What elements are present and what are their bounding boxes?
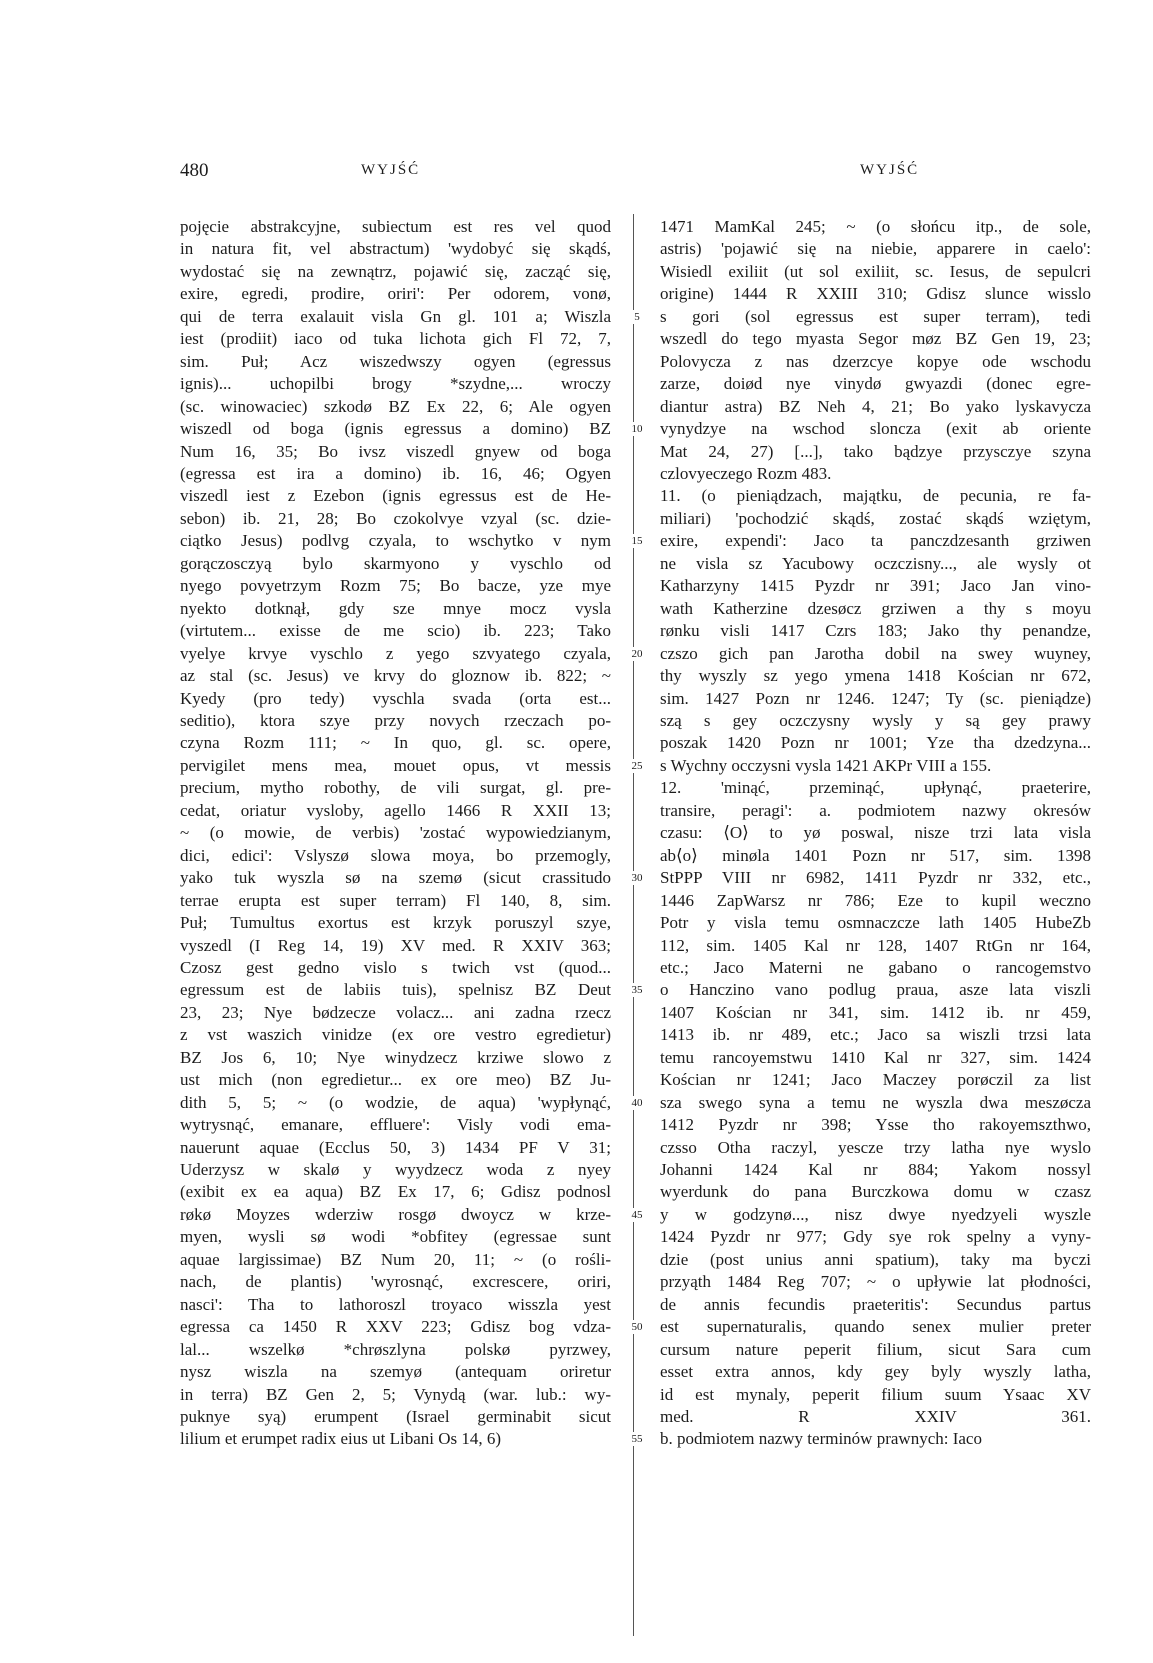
- text-line: terrae erupta est super terram) Fl 140, 8, sim.: [180, 890, 611, 910]
- line-number: 55: [625, 1432, 649, 1446]
- text-line: Czosz gest gedno vislo s twich vst (quod...: [180, 957, 611, 977]
- text-line: sim. Puł; Acz wiszedwszy ogyen (egressus: [180, 351, 611, 371]
- text-line: 112, sim. 1405 Kal nr 128, 1407 RtGn nr 164,: [660, 935, 1091, 955]
- text-line: rønku visli 1417 Czrs 183; Jako thy penandze,: [660, 621, 1091, 641]
- text-line: qui de terra exalauit visla Gn gl. 101 a; Wiszla: [180, 306, 611, 326]
- text-line: Kyedy (pro tedy) vyschla svada (orta est...: [180, 688, 611, 708]
- text-line: 1446 ZapWarsz nr 786; Eze to kupil weczno: [660, 890, 1091, 910]
- text-line: lilium et erumpet radix eius ut Libani Os 14, 6): [180, 1429, 502, 1449]
- text-line: o Hanczino vano podlug praua, asze lata viszli: [660, 980, 1091, 1000]
- text-line: wyerdunk do pana Burczkowa domu w czasz: [660, 1182, 1091, 1202]
- text-line: iest (prodiit) iaco od tuka lichota gich Fl 72, 7,: [180, 329, 611, 349]
- line-number: 20: [625, 647, 649, 661]
- text-line: poszak 1420 Pozn nr 1001; Yze tha dzedzyna...: [660, 733, 1091, 753]
- text-line: dici, edici': Vslyszø slowa moya, bo przemogly,: [180, 845, 611, 865]
- text-line: exire, expendi': Jaco ta panczdzesanth grziwen: [660, 531, 1091, 551]
- text-line: ne visla sz Yacubowy oczczisny..., ale wysly ot: [660, 553, 1091, 573]
- text-line: 1424 Pyzdr nr 977; Gdy sye rok spelny a vyny-: [660, 1227, 1091, 1247]
- text-line: nyekto dotknął, gdy sze mnye mocz vysla: [180, 598, 611, 618]
- text-line: origine) 1444 R XXIII 310; Gdisz slunce wisslo: [660, 284, 1091, 304]
- text-line: esset extra annos, kdy gey byly wyszly latha,: [660, 1362, 1091, 1382]
- text-line: etc.; Jaco Materni ne gabano o rancogemstvo: [660, 957, 1091, 977]
- text-line: egressa ca 1450 R XXV 223; Gdisz bog vdza-: [180, 1317, 611, 1337]
- text-line: Wisiedl exiliit (ut sol exiliit, sc. Iesus, de sepulcri: [660, 261, 1091, 281]
- line-number: 25: [625, 759, 649, 773]
- text-line: czlovyeczego Rozm 483.: [660, 463, 832, 483]
- text-line: Num 16, 35; Bo ivsz viszedl gnyew od boga: [180, 441, 611, 461]
- text-line: nyego povyetrzym Rozm 75; Bo bacze, yze mye: [180, 576, 611, 596]
- text-line: lal... wszelkø *chrøszlyna polskø pyrzwey,: [180, 1339, 611, 1359]
- text-line: vyszedl (I Reg 14, 19) XV med. R XXIV 363;: [180, 935, 611, 955]
- text-line: sim. 1427 Pozn nr 1246. 1247; Ty (sc. pieniądze): [660, 688, 1091, 708]
- text-line: sebon) ib. 21, 28; Bo czokolvye vzyal (sc. dzie-: [180, 508, 611, 528]
- running-head-left: WYJŚĆ: [361, 162, 421, 178]
- text-line: z vst waszich vinidze (ex ore vestro egredietur): [180, 1025, 611, 1045]
- text-line: s Wychny occzysni vysla 1421 AKPr VIII a 155.: [660, 755, 992, 775]
- text-line: czyna Rozm 111; ~ In quo, gl. sc. opere,: [180, 733, 611, 753]
- text-line: egressum est de labiis tuis), spelnisz BZ Deut: [180, 980, 611, 1000]
- text-line: nauerunt aquae (Ecclus 50, 3) 1434 PF V 31;: [180, 1137, 611, 1157]
- text-line: thy wyszly sz yego ymena 1418 Kościan nr 672,: [660, 666, 1091, 686]
- text-line: puknye syą) erumpent (Israel germinabit sicut: [180, 1407, 611, 1427]
- text-line: ab⟨o⟩ minøla 1401 Pozn nr 517, sim. 1398: [660, 845, 1091, 865]
- text-line: przyąth 1484 Reg 707; ~ o upływie lat płodności,: [660, 1272, 1091, 1292]
- text-line: y w godzynø..., nisz dwye nyedzyeli wyszle: [660, 1204, 1091, 1224]
- text-line: 23, 23; Nye bødzecze volacz... ani zadna rzecz: [180, 1002, 611, 1022]
- right-column: [660, 216, 1091, 1451]
- page-number: 480: [180, 160, 209, 181]
- text-line: szą s gey oczczysny wysly y są gey prawy: [660, 710, 1091, 730]
- text-line: nasci': Tha to lathoroszl troyaco wisszla yest: [180, 1294, 611, 1314]
- text-line: dzie (post unius anni spatium), taky ma byczi: [660, 1249, 1091, 1269]
- text-line: de annis fecundis praeteritis': Secundus partus: [660, 1294, 1091, 1314]
- text-line: (exibit ex ea aqua) BZ Ex 17, 6; Gdisz podnosl: [180, 1182, 611, 1202]
- text-line: cursum nature peperit filium, sicut Sara cum: [660, 1339, 1091, 1359]
- text-line: røkø Moyzes wderziw rosgø dwoycz w krze-: [180, 1204, 611, 1224]
- text-line: 1471 MamKal 245; ~ (o słońcu itp., de sole,: [660, 217, 1091, 236]
- text-line: ignis)... uchopilbi brogy *szydne,... wroczy: [180, 374, 611, 394]
- text-line: nysz wiszla na szemyø (antequam oriretur: [180, 1362, 611, 1382]
- text-line: exire, egredi, prodire, oriri': Per odorem, vonø,: [180, 284, 611, 304]
- text-line: aquae largissimae) BZ Num 20, 11; ~ (o rośli-: [180, 1249, 611, 1269]
- text-line: diantur astra) BZ Neh 4, 21; Bo yako lyskavycza: [660, 396, 1091, 416]
- text-line: med. R XXIV 361.: [660, 1407, 1091, 1427]
- text-line: seditio), ktora szye przy novych rzeczach po-: [180, 710, 611, 730]
- text-line: viszedl iest z Ezebon (ignis egressus est de He-: [180, 486, 611, 506]
- line-number: 50: [625, 1320, 649, 1334]
- text-line: 11. (o pieniądzach, majątku, de pecunia, re fa-: [660, 486, 1091, 506]
- text-line: zarze, doiød nye vinydø gwyazdi (donec egre-: [660, 374, 1091, 394]
- text-line: transire, peragi': a. podmiotem nazwy okresów: [660, 800, 1091, 820]
- text-line: 1412 Pyzdr nr 398; Ysse tho rakoyemszthwo,: [660, 1115, 1091, 1135]
- text-line: Mat 24, 27) [...], tako bądzye przysczye szyna: [660, 441, 1091, 461]
- text-line: Puł; Tumultus exortus est krzyk poruszyl szye,: [180, 913, 611, 933]
- text-line: wytrysnąć, emanare, effluere': Visly vodi ema-: [180, 1115, 611, 1135]
- line-number: 35: [625, 983, 649, 997]
- line-number: 45: [625, 1208, 649, 1222]
- text-line: myen, wysli sø wodi *obfitey (egressae sunt: [180, 1227, 611, 1247]
- text-line: 12. 'minąć, przeminąć, upłynąć, praeterire,: [660, 778, 1091, 798]
- text-line: (egressa est ira a domino) ib. 16, 46; Ogyen: [180, 463, 611, 483]
- text-line: pojęcie abstrakcyjne, subiectum est res vel quod: [180, 217, 611, 236]
- text-line: nach, de plantis) 'wyrosnąć, excrescere, oriri,: [180, 1272, 611, 1292]
- text-line: wszedl do tego myasta Segor møz BZ Gen 19, 23;: [660, 329, 1091, 349]
- text-line: b. podmiotem nazwy terminów prawnych: Iaco: [660, 1429, 982, 1449]
- page-header: [0, 160, 1153, 190]
- text-line: wath Katherzine dzesøcz grziwen a thy s moyu: [660, 598, 1091, 618]
- text-line: czsso Otha raczyl, yescze trzy latha nye wyslo: [660, 1137, 1091, 1157]
- running-head-right: WYJŚĆ: [860, 162, 920, 178]
- text-line: BZ Jos 6, 10; Nye winydzecz krziwe slowo z: [180, 1047, 611, 1067]
- text-line: Katharzyny 1415 Pyzdr nr 391; Jaco Jan vino-: [660, 576, 1091, 596]
- text-line: Johanni 1424 Kal nr 884; Yakom nossyl: [660, 1160, 1091, 1180]
- text-line: 1407 Kościan nr 341, sim. 1412 ib. nr 459,: [660, 1002, 1091, 1022]
- text-line: wiszedl od boga (ignis egressus a domino) BZ: [180, 419, 611, 439]
- text-line: cedat, oriatur vysloby, agello 1466 R XXII 13;: [180, 800, 611, 820]
- text-line: precium, mytho robothy, de vili surgat, gl. pre-: [180, 778, 611, 798]
- text-line: Polovycza z nas dzerzcye kopye ode wschodu: [660, 351, 1091, 371]
- text-line: ust mich (non egredietur... ex ore meo) BZ Ju-: [180, 1070, 611, 1090]
- text-line: ~ (o mowie, de verbis) 'zostać wypowiedzianym,: [180, 823, 611, 843]
- text-line: Kościan nr 1241; Jaco Maczey porøczil za list: [660, 1070, 1091, 1090]
- text-line: StPPP VIII nr 6982, 1411 Pyzdr nr 332, etc.,: [660, 868, 1091, 888]
- line-number: 5: [625, 310, 649, 324]
- text-line: (virtutem... exisse de me scio) ib. 223; Tako: [180, 621, 611, 641]
- text-line: in terra) BZ Gen 2, 5; Vynydą (war. lub.: wy-: [180, 1384, 611, 1404]
- line-number: 10: [625, 422, 649, 436]
- text-line: pervigilet mens mea, mouet opus, vt messis: [180, 755, 611, 775]
- text-line: az stal (sc. Jesus) ve krvy do gloznow ib. 822; ~: [180, 666, 611, 686]
- text-line: ciątko Jesus) podlvg czyala, to wschytko v nym: [180, 531, 611, 551]
- text-line: id est mynaly, peperit filium suum Ysaac XV: [660, 1384, 1091, 1404]
- text-line: in natura fit, vel abstractum) 'wydobyć się skądś,: [180, 239, 611, 259]
- line-number: 15: [625, 534, 649, 548]
- text-line: gorączosczyą bylo skarmyono y vyschlo od: [180, 553, 611, 573]
- text-line: s gori (sol egressus est super terram), tedi: [660, 306, 1091, 326]
- text-line: wydostać się na zewnątrz, pojawić się, zacząć się,: [180, 261, 611, 281]
- text-line: sza swego syna a temu ne wyszla dwa meszøcza: [660, 1092, 1091, 1112]
- text-line: astris) 'pojawić się na niebie, apparere in caelo':: [660, 239, 1091, 259]
- text-line: vyelye krvye vyschlo z yego szvyatego czyala,: [180, 643, 611, 663]
- line-number: 40: [625, 1096, 649, 1110]
- text-line: miliari) 'pochodzić skądś, zostać skądś wziętym,: [660, 508, 1091, 528]
- text-line: yako tuk wyszla sø na szemø (sicut crassitudo: [180, 868, 611, 888]
- text-line: temu rancoyemstwu 1410 Kal nr 327, sim. 1424: [660, 1047, 1091, 1067]
- text-line: 1413 ib. nr 489, etc.; Jaco sa wiszli trzsi lata: [660, 1025, 1091, 1045]
- text-line: czasu: ⟨O⟩ to yø poswal, nisze trzi lata visla: [660, 823, 1091, 843]
- left-column: [180, 216, 611, 1451]
- text-line: dith 5, 5; ~ (o wodzie, de aqua) 'wypłynąć,: [180, 1092, 611, 1112]
- text-line: est supernaturalis, quando senex mulier preter: [660, 1317, 1091, 1337]
- text-line: Potr y visla temu osmnaczcze lath 1405 HubeZb: [660, 913, 1091, 933]
- line-number: 30: [625, 871, 649, 885]
- text-line: vynydzye na wschod sloncza (exit ab oriente: [660, 419, 1091, 439]
- text-line: (sc. winowaciec) szkodø BZ Ex 22, 6; Ale ogyen: [180, 396, 611, 416]
- text-line: Uderzysz w skalø y wyydzecz woda z nyey: [180, 1160, 611, 1180]
- text-line: czszo gich pan Jarotha dobil na swey wuyney,: [660, 643, 1091, 663]
